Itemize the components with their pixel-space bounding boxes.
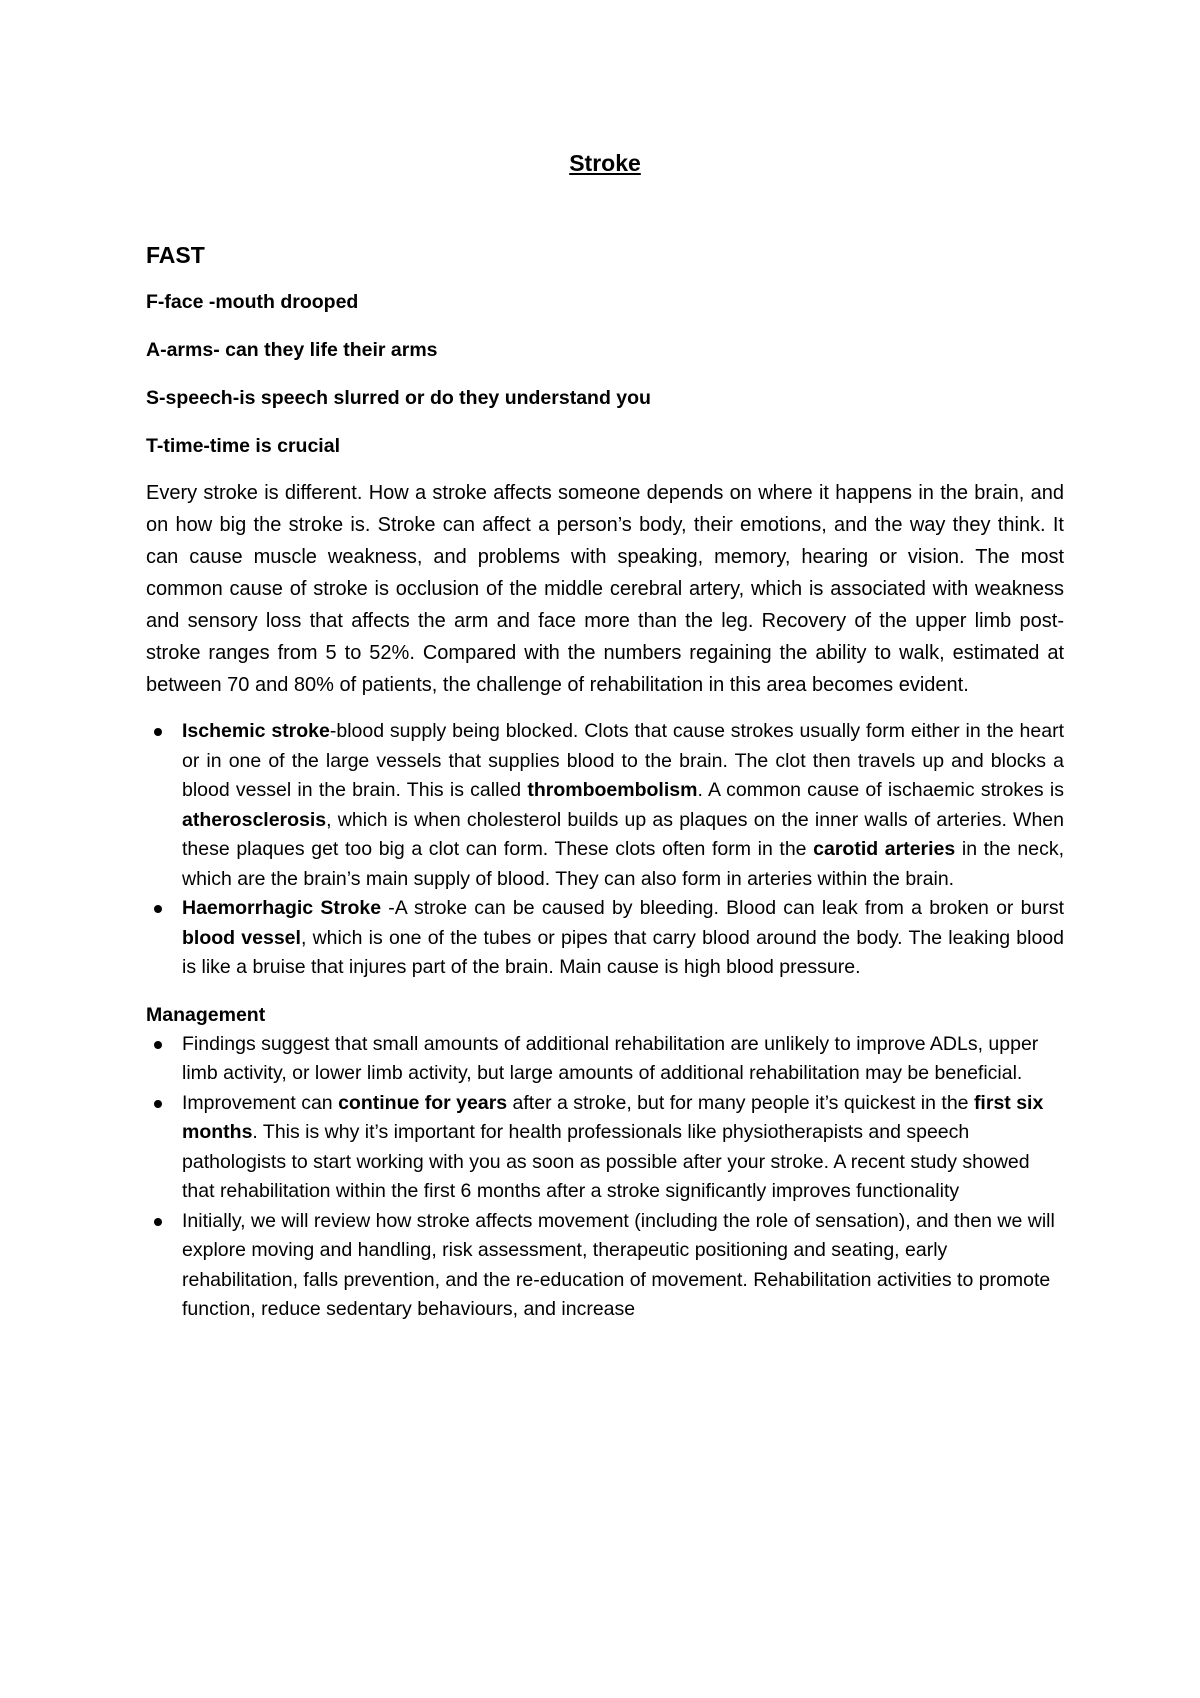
- management-list: [146, 1030, 1064, 1325]
- term-continue-for-years: continue for years: [338, 1091, 508, 1114]
- term-blood-vessel: blood vessel: [182, 926, 301, 949]
- page-title: Stroke: [569, 150, 641, 176]
- bullet-icon: [154, 1100, 162, 1108]
- haemorrhagic-text-2: , which is one of the tubes or pipes that carry blood around the body. The leaking blood is like a bruise that injures part of the brain. Main cause is high blood pressure.: [182, 926, 1064, 978]
- management-heading: Management: [146, 1003, 266, 1026]
- term-first-six-months: first six months: [182, 1091, 1044, 1143]
- intro-paragraph: Every stroke is different. How a stroke affects someone depends on where it happens in the brain, and on how big the stroke is. Stroke can affect a person’s body, their emotions, and the way they think. It can cause muscle weakness, and problems with speaking, memory, hearing or vision. The most common cause of stroke is occlusion of the middle cerebral artery, which is associated with weakness and sensory loss that affects the arm and face more than the leg. Recovery of the upper limb post-stroke ranges from 5 to 52%. Compared with the numbers regaining the ability to walk, estimated at between 70 and 80% of patients, the challenge of rehabilitation in this area becomes evident.: [146, 482, 1064, 696]
- management-2-text-3: . This is why it’s important for health professionals like physiotherapists and speech pathologists to start working with you as soon as possible after your stroke. A recent study showed that rehabilitation within the first 6 months after a stroke significantly improves functionality: [182, 1121, 1030, 1202]
- list-item-haemorrhagic: [146, 894, 1064, 983]
- bullet-icon: [154, 905, 162, 913]
- term-thromboembolism: thromboembolism: [527, 779, 698, 801]
- management-2-text-1: Improvement can: [182, 1091, 339, 1114]
- fast-line-face: F-face -mouth drooped: [146, 291, 359, 313]
- term-haemorrhagic-stroke: Haemorrhagic Stroke: [182, 897, 382, 919]
- ischemic-text-1: -blood supply being blocked. Clots that cause strokes usually form either in the heart or in one of the large vessels that supplies blood to the brain. The clot then travels up and blocks a blood vessel in the brain. This is called: [182, 720, 1064, 801]
- fast-line-speech: S-speech-is speech slurred or do they understand you: [146, 387, 651, 409]
- bullet-icon: [154, 1041, 162, 1049]
- term-atherosclerosis: atherosclerosis: [182, 808, 327, 831]
- management-text-1: Findings suggest that small amounts of additional rehabilitation are unlikely to improve ADLs, upper limb activity, or lower limb activity, but large amounts of additional rehabilitation may be beneficial.: [182, 1032, 1039, 1084]
- fast-line-arms: A-arms- can they life their arms: [146, 339, 438, 361]
- fast-line-time: T-time-time is crucial: [146, 435, 340, 457]
- term-ischemic-stroke: Ischemic stroke: [182, 720, 330, 742]
- list-item-ischemic: [146, 717, 1064, 894]
- term-carotid-arteries: carotid arteries: [813, 838, 956, 860]
- list-item-management-1: [146, 1030, 1064, 1089]
- ischemic-text-2: . A common cause of ischaemic strokes is: [697, 779, 1064, 801]
- haemorrhagic-text-1: -A stroke can be caused by bleeding. Blood can leak from a broken or burst: [381, 897, 1064, 919]
- list-item-management-2: [146, 1089, 1064, 1207]
- ischemic-text-4: in the neck, which are the brain’s main supply of blood. They can also form in arteries within the brain.: [182, 838, 1064, 890]
- management-text-3: Initially, we will review how stroke affects movement (including the role of sensation), and then we will explore moving and handling, risk assessment, therapeutic positioning and seating, early rehabilitation, falls prevention, and the re-education of movement. Rehabilitation activities to promote function, reduce sedentary behaviours, and increase: [182, 1209, 1055, 1320]
- stroke-types-list: [146, 717, 1064, 983]
- management-2-text-2: after a stroke, but for many people it’s quickest in the: [507, 1091, 974, 1114]
- list-item-management-3: [146, 1207, 1064, 1325]
- fast-heading: FAST: [146, 242, 205, 268]
- ischemic-text-3: , which is when cholesterol builds up as plaques on the inner walls of arteries. When these plaques get too big a clot can form. These clots often form in the: [182, 808, 1064, 860]
- bullet-icon: [154, 728, 162, 736]
- bullet-icon: [154, 1218, 162, 1226]
